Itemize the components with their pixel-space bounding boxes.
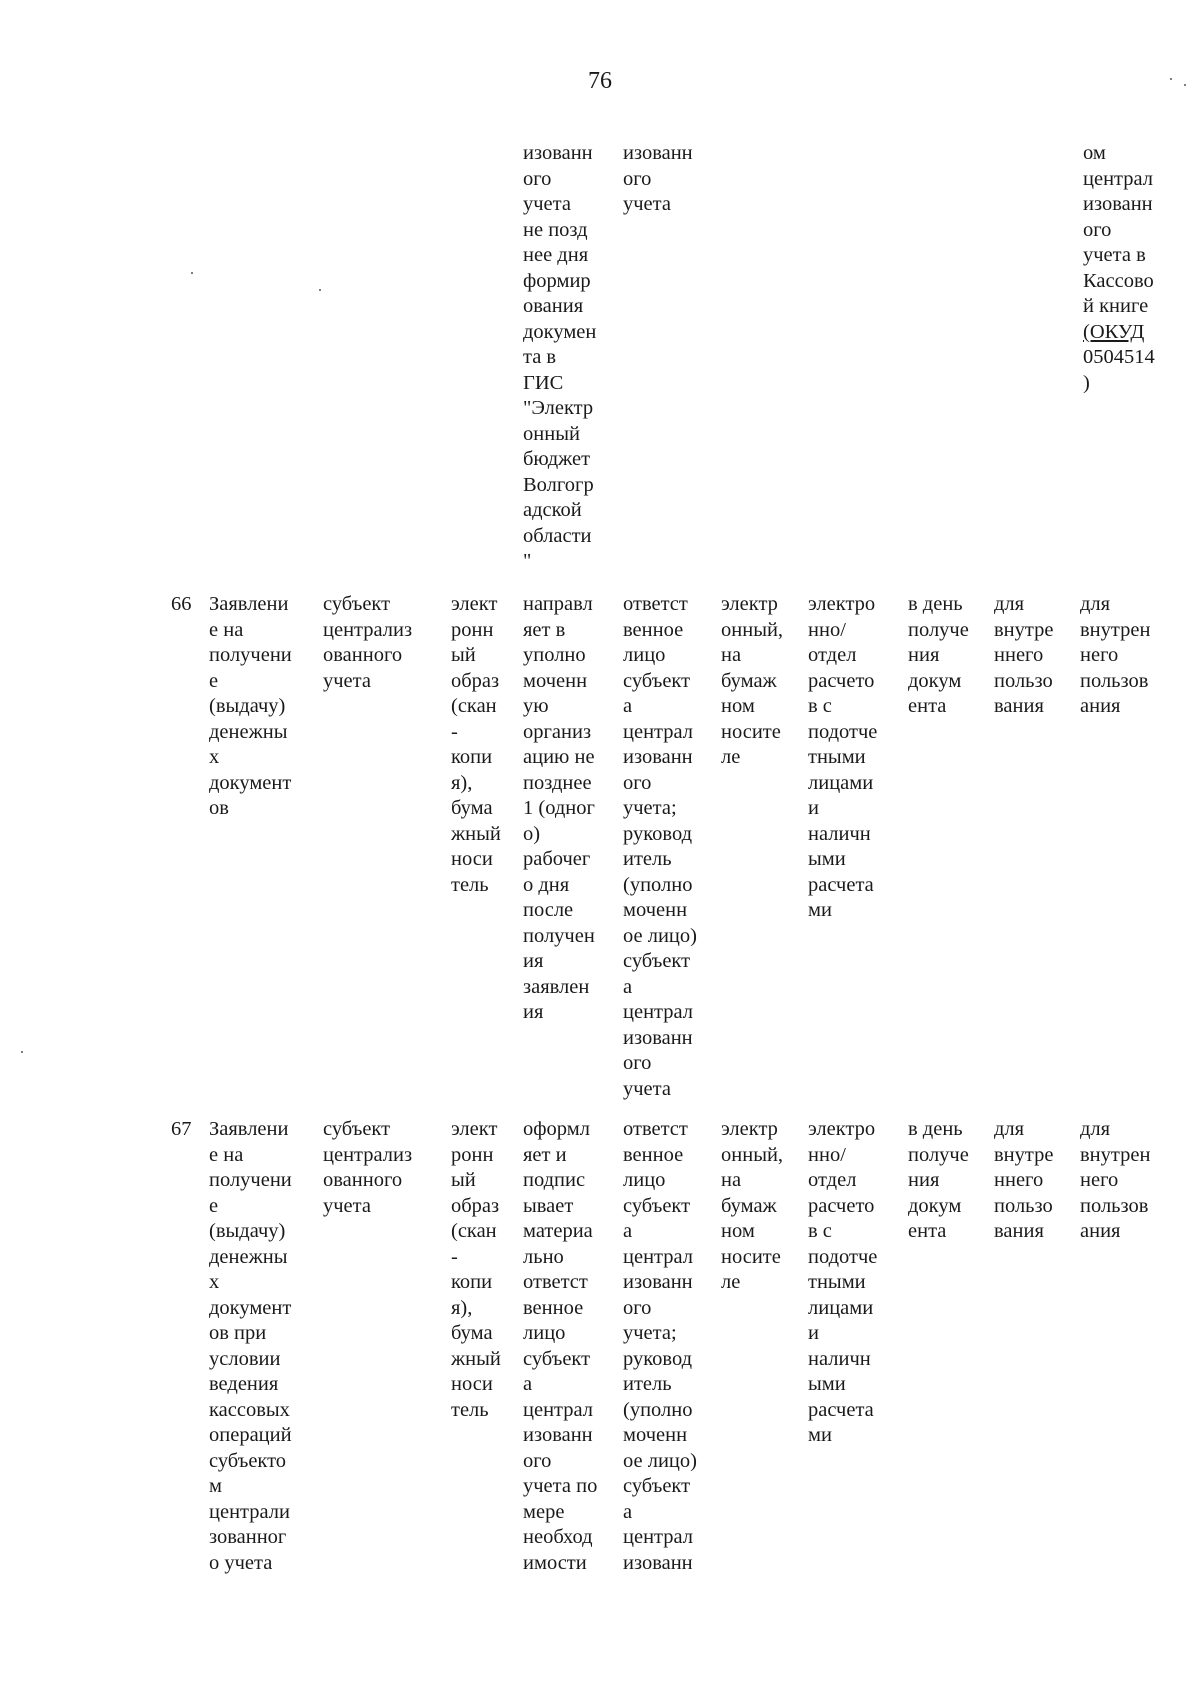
okud-reference: (ОКУД — [1083, 320, 1145, 343]
continuation-deadline-cell: изованн ого учета не позд нее дня формир ования докумен та в ГИС "Электр онный бюджет Волгогр адской области " — [523, 142, 597, 572]
storage-cell: для внутрен него пользов ания — [1080, 593, 1151, 717]
row-number: 66 — [171, 593, 192, 615]
scan-speck — [1184, 84, 1186, 86]
continuation-responsible-cell: изованн ого учета — [623, 142, 693, 215]
purpose-cell: для внутре ннего пользо вания — [994, 593, 1054, 717]
transfer-format-cell: электр онный, на бумаж ном носите ле — [721, 593, 784, 768]
deadline-cell: направл яет в уполно моченн ую организ ацию не позднее 1 (одног о) рабочег о дня после получен ия заявлен ия — [523, 593, 595, 1023]
document-name-cell: Заявлени е на получени е (выдачу) денежны х документ ов — [209, 593, 292, 819]
format-cell: элект ронн ый образ (скан - копи я), бума жный носи тель — [451, 593, 501, 896]
scan-speck — [319, 289, 321, 291]
scan-speck — [1170, 78, 1172, 80]
scan-speck — [21, 1051, 23, 1053]
document-name-cell: Заявлени е на получени е (выдачу) денежны х документ ов при условии ведения кассовых операций субъекто м централи зованног о учета — [209, 1118, 292, 1574]
recipient-cell: электро нно/ отдел расчето в с подотче тными лицами и наличн ыми расчета ми — [808, 593, 878, 921]
page-number: 76 — [588, 68, 612, 94]
recipient-cell: электро нно/ отдел расчето в с подотче тными лицами и наличн ыми расчета ми — [808, 1118, 878, 1446]
receipt-deadline-cell: в день получе ния докум ента — [908, 593, 969, 717]
storage-cell: для внутрен него пользов ания — [1080, 1118, 1151, 1242]
responsible-cell: ответст венное лицо субъект а централ изованн ого учета; руковод итель (уполно моченн ое лицо) субъект а централ изованн — [623, 1118, 697, 1574]
transfer-format-cell: электр онный, на бумаж ном носите ле — [721, 1118, 784, 1293]
responsible-cell: ответст венное лицо субъект а централ изованн ого учета; руковод итель (уполно моченн ое лицо) субъект а централ изованн ого учета — [623, 593, 697, 1100]
format-cell: элект ронн ый образ (скан - копи я), бума жный носи тель — [451, 1118, 501, 1421]
okud-code: 0504514 ) — [1083, 346, 1155, 394]
continuation-storage-text: ом централ изованн ого учета в Кассово й книге — [1083, 142, 1154, 317]
deadline-cell: оформл яет и подпис ывает материа льно ответст венное лицо субъект а централ изованн ого учета по мере необход имости — [523, 1118, 598, 1574]
purpose-cell: для внутре ннего пользо вания — [994, 1118, 1054, 1242]
receipt-deadline-cell: в день получе ния докум ента — [908, 1118, 969, 1242]
creator-cell: субъект централиз ованного учета — [323, 1118, 413, 1217]
scan-speck — [191, 272, 193, 274]
row-number: 67 — [171, 1118, 192, 1140]
creator-cell: субъект централиз ованного учета — [323, 593, 413, 692]
continuation-storage-cell — [1083, 141, 1155, 396]
